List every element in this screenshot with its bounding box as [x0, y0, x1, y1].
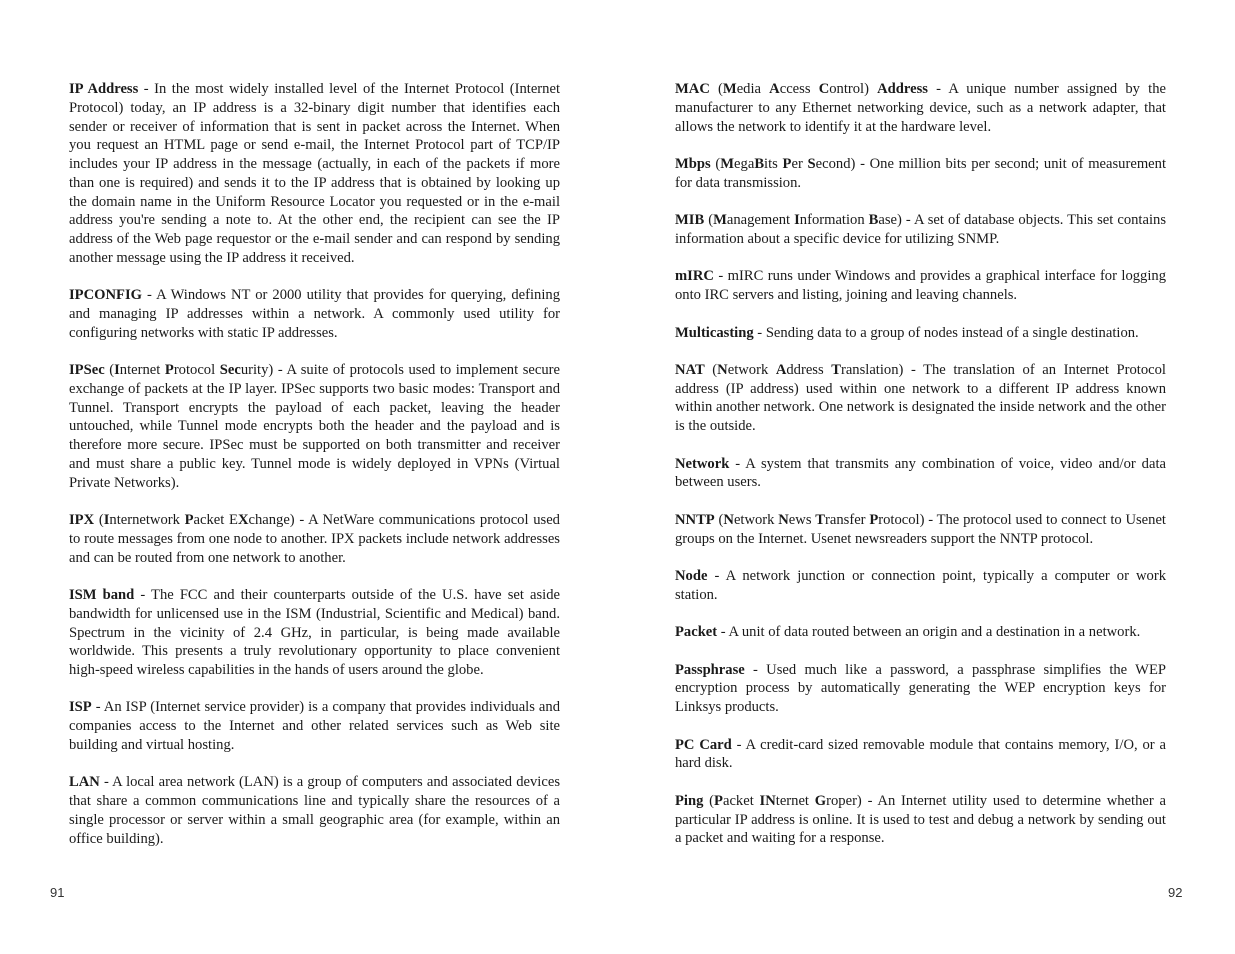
glossary-term-expansion: (	[709, 81, 723, 97]
glossary-term: B	[754, 155, 765, 172]
glossary-definition: - A NetWare communications protocol used to route messages from one node to another. IPX packets include network addresses and can be routed from one network to another.	[69, 512, 560, 566]
glossary-entry	[69, 286, 560, 342]
glossary-term: Node	[675, 568, 708, 584]
glossary-term-expansion: er	[791, 155, 808, 172]
glossary-term: T	[831, 361, 841, 378]
glossary-term-expansion: ega	[734, 155, 755, 172]
glossary-entry	[675, 567, 1166, 605]
glossary-definition: - mIRC runs under Windows and provides a graphical interface for logging onto IRC servers and listing, joining and leaving channels.	[675, 268, 1166, 304]
glossary-definition: - A system that transmits any combination of voice, video and/or data between users.	[675, 455, 1166, 491]
glossary-entry	[675, 80, 1166, 136]
glossary-term: N	[717, 361, 728, 378]
glossary-term-expansion: etwork	[727, 361, 776, 378]
glossary-entry	[69, 773, 560, 848]
glossary-term: NAT	[675, 361, 705, 378]
glossary-entry	[69, 698, 560, 754]
glossary-term-expansion: (	[704, 361, 718, 378]
glossary-term: NNTP	[675, 511, 715, 528]
glossary-term: Ping	[675, 792, 704, 809]
glossary-entry	[675, 324, 1166, 343]
glossary-term-expansion: (	[714, 511, 724, 528]
glossary-term: G	[814, 792, 827, 809]
glossary-definition: - A unique number assigned by the manufacturer to any Ethernet networking device, such as a network adapter, that allows the network to identify it at the hardware level.	[675, 81, 1166, 135]
glossary-entry	[675, 661, 1166, 717]
glossary-term: Network	[675, 455, 730, 472]
glossary-definition: - Sending data to a group of nodes instead of a single destination.	[753, 324, 1139, 341]
glossary-term-expansion: anagement	[726, 212, 795, 229]
glossary-definition: - A network junction or connection point, typically a computer or work station.	[675, 568, 1166, 603]
glossary-definition: - A Windows NT or 2000 utility that provides for querying, defining and managing IP addresses within a network. A commonly used utility for configuring networks with static IP addresses.	[69, 287, 560, 341]
glossary-term-expansion: acket	[722, 792, 760, 809]
glossary-term-expansion: (	[703, 792, 715, 809]
glossary-definition: - The translation of an Internet Protocol address (IP address) used within one network to a different IP address known within another network. One network is designated the inside network and the other is the outside.	[675, 361, 1166, 435]
glossary-entry	[675, 792, 1166, 848]
glossary-term-expansion: change)	[248, 512, 295, 529]
glossary-definition: - A credit-card sized removable module that contains memory, I/O, or a hard disk.	[675, 736, 1166, 772]
glossary-term: N	[723, 511, 734, 528]
left-page-number: 91	[50, 885, 65, 900]
glossary-term: I	[794, 212, 800, 229]
glossary-term-expansion: ransfer	[825, 511, 870, 528]
glossary-term: T	[815, 511, 826, 528]
glossary-term-expansion: econd)	[815, 155, 856, 172]
glossary-term: IP Address	[69, 81, 139, 97]
glossary-term: C	[818, 81, 830, 97]
glossary-term: P	[184, 512, 194, 529]
glossary-term-expansion: urity)	[240, 362, 274, 379]
glossary-term-expansion: nternetwork	[109, 512, 185, 529]
glossary-entry	[675, 623, 1166, 642]
glossary-term-expansion: nformation	[799, 212, 869, 229]
glossary-definition: - A suite of protocols used to implement secure exchange of packets at the IP layer. IPSec supports two basic modes: Transport and Tunnel. Transport encrypts the payload of each packet, leaving the header untouched, while Tunnel mode encrypts both the header and the payload and is therefore more secure. IPSec must be supported on both transmitter and receiver and must share a public key. Tunnel mode is widely deployed in VPNs (Virtual Private Networks).	[69, 362, 560, 491]
glossary-term: B	[868, 212, 879, 229]
glossary-term: N	[778, 511, 789, 528]
glossary-term: M	[720, 155, 735, 172]
glossary-term-expansion: rotocol	[173, 362, 220, 379]
glossary-entry	[69, 361, 560, 492]
glossary-entry	[675, 155, 1166, 193]
glossary-term: A	[775, 361, 787, 378]
glossary-term: Address	[877, 81, 928, 97]
glossary-term-expansion: edia	[736, 81, 770, 97]
glossary-term-expansion: ternet	[775, 792, 815, 809]
glossary-definition: - An ISP (Internet service provider) is a company that provides individuals and companies access to the Internet and other related services such as Web site building and virtual hosting.	[69, 699, 560, 753]
glossary-definition: - The protocol used to connect to Usenet groups on the Internet. Usenet newsreaders support the NNTP protocol.	[675, 511, 1166, 547]
left-page-column	[69, 80, 560, 867]
glossary-term: P	[869, 511, 879, 528]
glossary-entry	[675, 511, 1166, 549]
glossary-term: LAN	[69, 774, 100, 791]
glossary-entry	[675, 455, 1166, 493]
glossary-term: M	[722, 81, 737, 97]
glossary-definition: - In the most widely installed level of the Internet Protocol (Internet Protocol) today, an IP address is a 32-binary digit number that identifies each sender or receiver of information that is sent in packet across the Internet. When you request an HTML page or send e-mail, the Internet Protocol part of TCP/IP includes your IP address in the message (actually, in each of the packets if more than one is required) and sends it to the IP address that is obtained by looking up the domain name in the Uniform Resource Locator you requested or in the e-mail address you're sending a note to. At the other end, the recipient can see the IP address of the Web page requestor or the e-mail sender and can respond by sending another message using the IP address it received.	[69, 81, 560, 266]
glossary-entry	[675, 211, 1166, 249]
glossary-entry	[69, 586, 560, 680]
glossary-term-expansion: etwork	[733, 511, 779, 528]
glossary-term: P	[782, 155, 792, 172]
glossary-entry	[69, 80, 560, 268]
glossary-definition: - A set of database objects. This set contains information about a specific device for utilizing SNMP.	[675, 212, 1166, 247]
glossary-term: X	[237, 512, 249, 529]
glossary-entry	[675, 267, 1166, 305]
glossary-entry	[675, 736, 1166, 774]
right-page-column	[675, 80, 1166, 867]
glossary-term: Mbps	[675, 155, 711, 172]
glossary-term-expansion: its	[764, 155, 783, 172]
glossary-term-expansion: (	[704, 212, 714, 229]
glossary-term: Packet	[675, 624, 718, 641]
glossary-term-expansion: ontrol)	[829, 81, 878, 97]
glossary-definition: - An Internet utility used to determine whether a particular IP address is online. It is used to test and debug a network by sending out a packet and waiting for a response.	[675, 792, 1166, 847]
glossary-term: I	[114, 362, 120, 379]
glossary-definition: - Used much like a password, a passphrase simplifies the WEP encryption process by automatically generating the WEP encryption keys for Linksys products.	[675, 661, 1166, 716]
glossary-term: P	[714, 792, 723, 809]
glossary-term-expansion: nternet	[119, 362, 165, 379]
glossary-term-expansion: roper)	[826, 792, 862, 809]
glossary-term-expansion: ddress	[786, 361, 832, 378]
glossary-term: IPSec	[69, 362, 105, 379]
glossary-term: MAC	[675, 81, 710, 97]
glossary-definition: - A unit of data routed between an origin and a destination in a network.	[717, 624, 1141, 641]
glossary-term: S	[807, 155, 816, 172]
glossary-term-expansion: (	[94, 512, 104, 529]
glossary-term-expansion: acket E	[193, 512, 238, 529]
glossary-term: IPX	[69, 512, 95, 529]
glossary-term: ISP	[69, 699, 92, 716]
glossary-term: I	[103, 512, 110, 529]
glossary-term: A	[769, 81, 780, 97]
glossary-term-expansion: rotocol)	[878, 511, 925, 528]
glossary-term: M	[713, 212, 727, 229]
glossary-term-expansion: ccess	[779, 81, 819, 97]
glossary-term: IN	[759, 792, 776, 809]
glossary-term: MIB	[675, 212, 705, 229]
glossary-term-expansion: (	[104, 362, 115, 379]
glossary-term-expansion: ase)	[878, 212, 902, 229]
glossary-entry	[69, 511, 560, 567]
glossary-entry	[675, 361, 1166, 436]
glossary-term-expansion: ranslation)	[840, 361, 904, 378]
glossary-term-expansion: ews	[788, 511, 816, 528]
glossary-definition: - A local area network (LAN) is a group of computers and associated devices that share a common communications line and typically share the resources of a single processor or server within a small geographic area (for example, within an office building).	[69, 774, 560, 847]
glossary-term: PC Card	[675, 736, 732, 753]
glossary-term: mIRC	[675, 268, 714, 285]
glossary-term: ISM band	[69, 587, 135, 603]
glossary-definition: - One million bits per second; unit of measurement for data transmission.	[675, 155, 1166, 191]
right-page-number: 92	[1168, 885, 1183, 900]
glossary-definition: - The FCC and their counterparts outside of the U.S. have set aside bandwidth for unlicensed use in the ISM (Industrial, Scientific and Medical) band. Spectrum in the vicinity of 2.4 GHz, in particular, is being made available worldwide. This presents a truly revolutionary opportunity to place convenient high-speed wireless capabilities in the hands of users around the globe.	[69, 587, 560, 678]
glossary-term: Sec	[219, 362, 241, 379]
glossary-term: Multicasting	[675, 324, 754, 341]
glossary-term: Passphrase	[675, 661, 745, 678]
glossary-term: IPCONFIG	[69, 287, 142, 304]
glossary-term-expansion: (	[710, 155, 721, 172]
glossary-term: P	[164, 362, 174, 379]
